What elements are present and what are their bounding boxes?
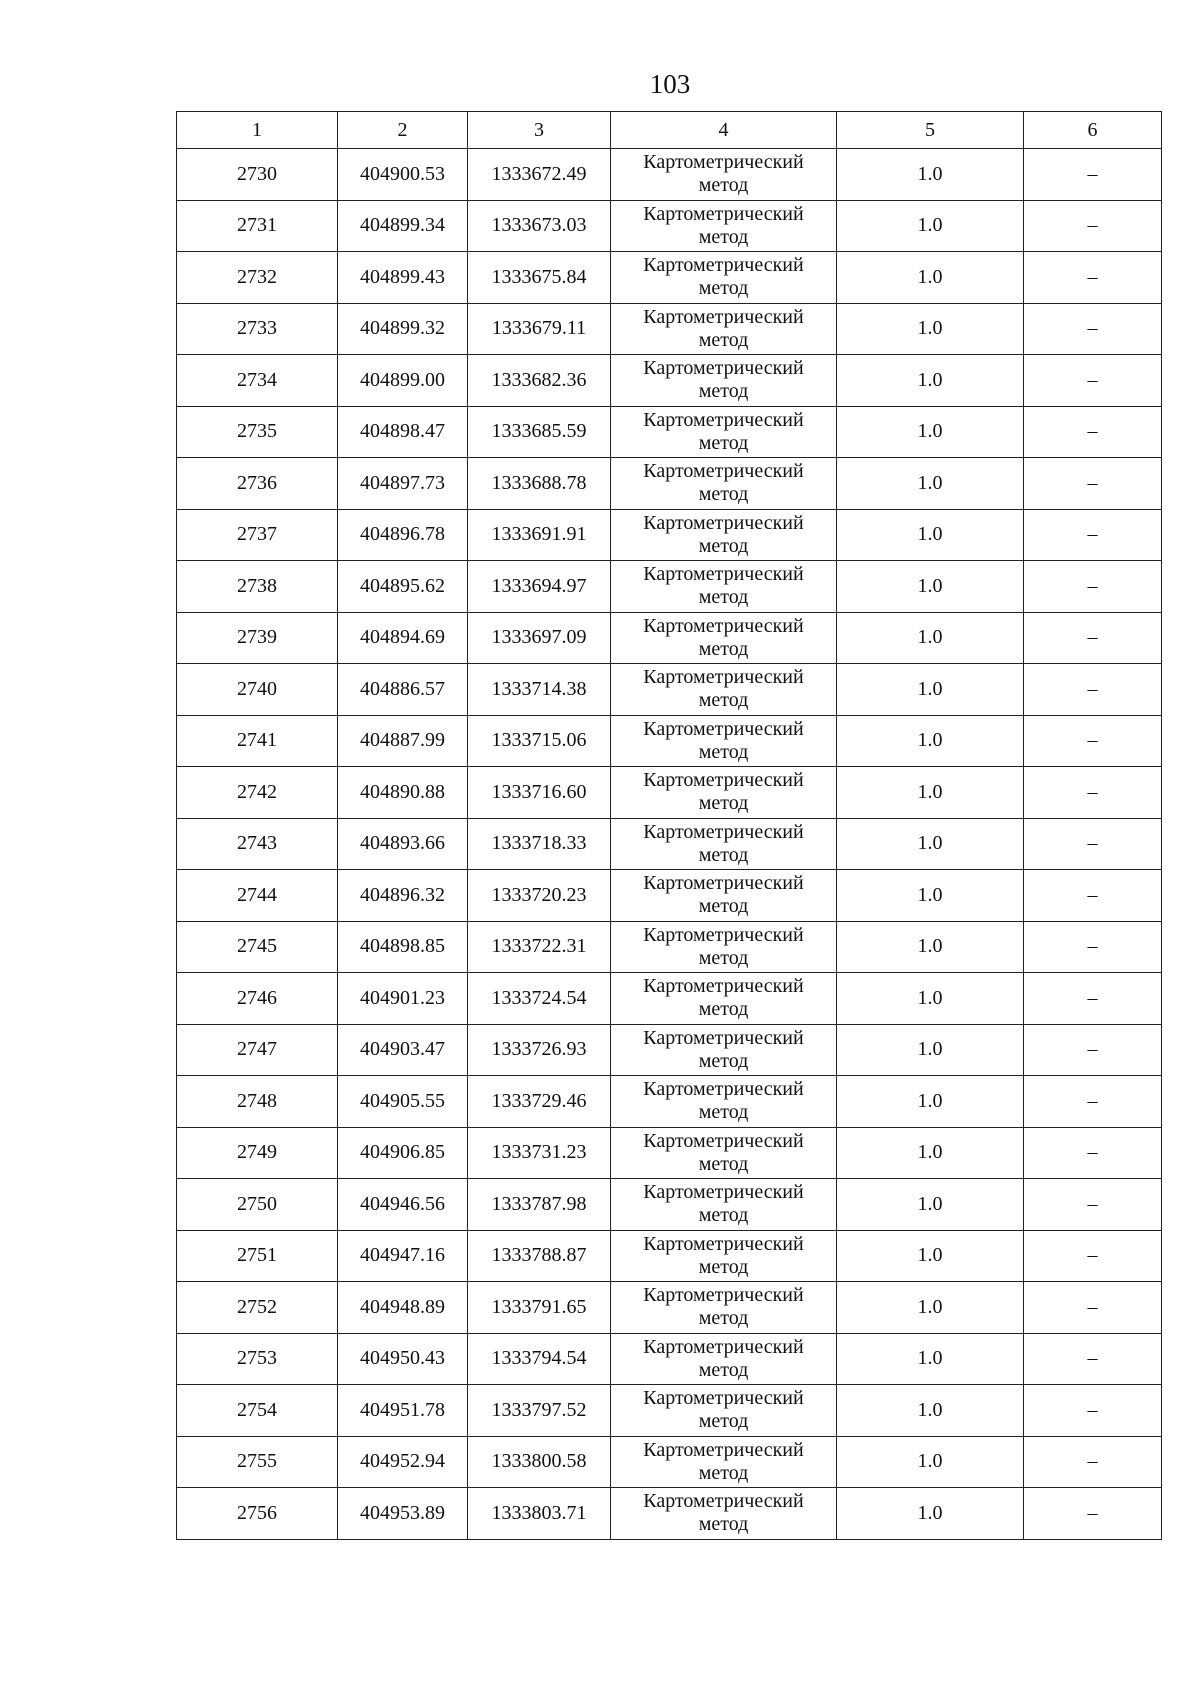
method-line-1: Картометрический xyxy=(643,460,804,483)
table-row xyxy=(177,921,1162,973)
table-row xyxy=(177,1385,1162,1437)
cell-point-number: 2735 xyxy=(177,406,338,458)
method-line-2: метод xyxy=(698,586,749,609)
cell-x-coordinate: 404896.78 xyxy=(338,509,468,561)
cell-accuracy: 1.0 xyxy=(837,1076,1024,1128)
cell-accuracy: 1.0 xyxy=(837,406,1024,458)
table-row xyxy=(177,252,1162,304)
cell-point-number: 2750 xyxy=(177,1179,338,1231)
cell-note: – xyxy=(1024,1488,1162,1540)
method-line-1: Картометрический xyxy=(643,769,804,792)
method-line-1: Картометрический xyxy=(643,975,804,998)
cell-y-coordinate: 1333673.03 xyxy=(468,200,611,252)
method-line-2: метод xyxy=(698,1101,749,1124)
method-line-1: Картометрический xyxy=(643,1387,804,1410)
method-line-2: метод xyxy=(698,174,749,197)
cell-method xyxy=(611,973,837,1025)
method-line-1: Картометрический xyxy=(643,1490,804,1513)
cell-method xyxy=(611,200,837,252)
cell-y-coordinate: 1333724.54 xyxy=(468,973,611,1025)
cell-y-coordinate: 1333800.58 xyxy=(468,1436,611,1488)
method-line-1: Картометрический xyxy=(643,1438,804,1461)
cell-x-coordinate: 404898.85 xyxy=(338,921,468,973)
cell-point-number: 2749 xyxy=(177,1127,338,1179)
cell-point-number: 2746 xyxy=(177,973,338,1025)
table-row xyxy=(177,870,1162,922)
cell-point-number: 2739 xyxy=(177,612,338,664)
header-col-6: 6 xyxy=(1024,112,1162,149)
cell-method xyxy=(611,1024,837,1076)
cell-method xyxy=(611,149,837,201)
cell-y-coordinate: 1333685.59 xyxy=(468,406,611,458)
cell-y-coordinate: 1333726.93 xyxy=(468,1024,611,1076)
method-line-2: метод xyxy=(698,277,749,300)
cell-note: – xyxy=(1024,1333,1162,1385)
method-line-2: метод xyxy=(698,380,749,403)
method-line-2: метод xyxy=(698,946,749,969)
cell-x-coordinate: 404948.89 xyxy=(338,1282,468,1334)
cell-accuracy: 1.0 xyxy=(837,973,1024,1025)
cell-note: – xyxy=(1024,1127,1162,1179)
cell-note: – xyxy=(1024,200,1162,252)
cell-accuracy: 1.0 xyxy=(837,1488,1024,1540)
method-line-2: метод xyxy=(698,843,749,866)
cell-accuracy: 1.0 xyxy=(837,200,1024,252)
cell-accuracy: 1.0 xyxy=(837,1179,1024,1231)
method-line-2: метод xyxy=(698,1049,749,1072)
cell-method xyxy=(611,1282,837,1334)
method-line-1: Картометрический xyxy=(643,717,804,740)
cell-point-number: 2754 xyxy=(177,1385,338,1437)
cell-y-coordinate: 1333791.65 xyxy=(468,1282,611,1334)
cell-x-coordinate: 404903.47 xyxy=(338,1024,468,1076)
cell-method xyxy=(611,1385,837,1437)
cell-method xyxy=(611,355,837,407)
cell-note: – xyxy=(1024,1436,1162,1488)
cell-x-coordinate: 404894.69 xyxy=(338,612,468,664)
cell-y-coordinate: 1333694.97 xyxy=(468,561,611,613)
table-row xyxy=(177,1333,1162,1385)
cell-accuracy: 1.0 xyxy=(837,1282,1024,1334)
cell-accuracy: 1.0 xyxy=(837,1024,1024,1076)
cell-y-coordinate: 1333722.31 xyxy=(468,921,611,973)
header-col-2: 2 xyxy=(338,112,468,149)
cell-point-number: 2752 xyxy=(177,1282,338,1334)
cell-note: – xyxy=(1024,355,1162,407)
table-row xyxy=(177,561,1162,613)
cell-point-number: 2740 xyxy=(177,664,338,716)
method-line-2: метод xyxy=(698,1204,749,1227)
cell-method xyxy=(611,406,837,458)
method-line-1: Картометрический xyxy=(643,202,804,225)
cell-method xyxy=(611,921,837,973)
method-line-2: метод xyxy=(698,998,749,1021)
cell-x-coordinate: 404900.53 xyxy=(338,149,468,201)
cell-point-number: 2745 xyxy=(177,921,338,973)
cell-accuracy: 1.0 xyxy=(837,252,1024,304)
cell-accuracy: 1.0 xyxy=(837,921,1024,973)
method-line-2: метод xyxy=(698,740,749,763)
cell-point-number: 2744 xyxy=(177,870,338,922)
method-line-1: Картометрический xyxy=(643,614,804,637)
method-line-2: метод xyxy=(698,637,749,660)
cell-accuracy: 1.0 xyxy=(837,767,1024,819)
cell-y-coordinate: 1333682.36 xyxy=(468,355,611,407)
table-row xyxy=(177,664,1162,716)
cell-x-coordinate: 404953.89 xyxy=(338,1488,468,1540)
cell-x-coordinate: 404905.55 xyxy=(338,1076,468,1128)
header-col-3: 3 xyxy=(468,112,611,149)
method-line-1: Картометрический xyxy=(643,1335,804,1358)
cell-point-number: 2733 xyxy=(177,303,338,355)
method-line-2: метод xyxy=(698,225,749,248)
cell-method xyxy=(611,458,837,510)
table-row xyxy=(177,1282,1162,1334)
cell-note: – xyxy=(1024,561,1162,613)
cell-point-number: 2731 xyxy=(177,200,338,252)
table-row xyxy=(177,355,1162,407)
page-number: 103 xyxy=(649,69,691,99)
method-line-1: Картометрический xyxy=(643,1078,804,1101)
table-row xyxy=(177,973,1162,1025)
cell-y-coordinate: 1333794.54 xyxy=(468,1333,611,1385)
method-line-1: Картометрический xyxy=(643,923,804,946)
cell-accuracy: 1.0 xyxy=(837,715,1024,767)
table-row xyxy=(177,406,1162,458)
cell-method xyxy=(611,1488,837,1540)
cell-accuracy: 1.0 xyxy=(837,1436,1024,1488)
table-row xyxy=(177,509,1162,561)
cell-y-coordinate: 1333720.23 xyxy=(468,870,611,922)
cell-y-coordinate: 1333714.38 xyxy=(468,664,611,716)
cell-note: – xyxy=(1024,252,1162,304)
table-row xyxy=(177,612,1162,664)
cell-y-coordinate: 1333697.09 xyxy=(468,612,611,664)
cell-y-coordinate: 1333787.98 xyxy=(468,1179,611,1231)
cell-x-coordinate: 404951.78 xyxy=(338,1385,468,1437)
table-row xyxy=(177,1230,1162,1282)
cell-method xyxy=(611,767,837,819)
cell-method xyxy=(611,303,837,355)
cell-accuracy: 1.0 xyxy=(837,818,1024,870)
cell-y-coordinate: 1333691.91 xyxy=(468,509,611,561)
method-line-2: метод xyxy=(698,534,749,557)
table-body xyxy=(177,149,1162,1540)
method-line-2: метод xyxy=(698,1255,749,1278)
table-row xyxy=(177,767,1162,819)
cell-point-number: 2742 xyxy=(177,767,338,819)
cell-point-number: 2747 xyxy=(177,1024,338,1076)
method-line-1: Картометрический xyxy=(643,563,804,586)
cell-method xyxy=(611,664,837,716)
method-line-2: метод xyxy=(698,895,749,918)
table-row xyxy=(177,303,1162,355)
method-line-2: метод xyxy=(698,1513,749,1536)
method-line-1: Картометрический xyxy=(643,1232,804,1255)
method-line-2: метод xyxy=(698,689,749,712)
cell-x-coordinate: 404906.85 xyxy=(338,1127,468,1179)
table-row xyxy=(177,1076,1162,1128)
table-row xyxy=(177,1127,1162,1179)
cell-method xyxy=(611,870,837,922)
method-line-1: Картометрический xyxy=(643,408,804,431)
cell-method xyxy=(611,509,837,561)
method-line-1: Картометрический xyxy=(643,872,804,895)
cell-x-coordinate: 404899.32 xyxy=(338,303,468,355)
table-row xyxy=(177,458,1162,510)
cell-accuracy: 1.0 xyxy=(837,355,1024,407)
cell-note: – xyxy=(1024,1385,1162,1437)
cell-method xyxy=(611,1179,837,1231)
cell-method xyxy=(611,1436,837,1488)
cell-point-number: 2732 xyxy=(177,252,338,304)
cell-y-coordinate: 1333688.78 xyxy=(468,458,611,510)
cell-x-coordinate: 404898.47 xyxy=(338,406,468,458)
cell-accuracy: 1.0 xyxy=(837,1127,1024,1179)
cell-note: – xyxy=(1024,1179,1162,1231)
table-row xyxy=(177,818,1162,870)
method-line-1: Картометрический xyxy=(643,151,804,174)
cell-method xyxy=(611,1230,837,1282)
cell-accuracy: 1.0 xyxy=(837,561,1024,613)
cell-x-coordinate: 404886.57 xyxy=(338,664,468,716)
cell-y-coordinate: 1333729.46 xyxy=(468,1076,611,1128)
cell-y-coordinate: 1333715.06 xyxy=(468,715,611,767)
cell-x-coordinate: 404893.66 xyxy=(338,818,468,870)
cell-note: – xyxy=(1024,1076,1162,1128)
cell-method xyxy=(611,1127,837,1179)
cell-point-number: 2755 xyxy=(177,1436,338,1488)
cell-y-coordinate: 1333679.11 xyxy=(468,303,611,355)
cell-note: – xyxy=(1024,818,1162,870)
method-line-1: Картометрический xyxy=(643,1026,804,1049)
cell-note: – xyxy=(1024,1230,1162,1282)
cell-note: – xyxy=(1024,1024,1162,1076)
cell-method xyxy=(611,252,837,304)
method-line-2: метод xyxy=(698,792,749,815)
cell-point-number: 2741 xyxy=(177,715,338,767)
cell-accuracy: 1.0 xyxy=(837,509,1024,561)
cell-method xyxy=(611,612,837,664)
method-line-2: метод xyxy=(698,1152,749,1175)
cell-accuracy: 1.0 xyxy=(837,1385,1024,1437)
cell-x-coordinate: 404950.43 xyxy=(338,1333,468,1385)
header-row xyxy=(177,112,1162,149)
cell-point-number: 2737 xyxy=(177,509,338,561)
method-line-1: Картометрический xyxy=(643,254,804,277)
method-line-2: метод xyxy=(698,1410,749,1433)
table-row xyxy=(177,1179,1162,1231)
table-row xyxy=(177,1436,1162,1488)
cell-y-coordinate: 1333716.60 xyxy=(468,767,611,819)
cell-x-coordinate: 404899.43 xyxy=(338,252,468,304)
cell-x-coordinate: 404946.56 xyxy=(338,1179,468,1231)
cell-point-number: 2736 xyxy=(177,458,338,510)
cell-point-number: 2734 xyxy=(177,355,338,407)
method-line-1: Картометрический xyxy=(643,357,804,380)
cell-accuracy: 1.0 xyxy=(837,870,1024,922)
header-col-4: 4 xyxy=(611,112,837,149)
cell-note: – xyxy=(1024,303,1162,355)
cell-x-coordinate: 404896.32 xyxy=(338,870,468,922)
coordinates-table xyxy=(176,111,1162,1540)
cell-x-coordinate: 404899.00 xyxy=(338,355,468,407)
cell-y-coordinate: 1333797.52 xyxy=(468,1385,611,1437)
method-line-2: метод xyxy=(698,483,749,506)
cell-point-number: 2751 xyxy=(177,1230,338,1282)
cell-accuracy: 1.0 xyxy=(837,149,1024,201)
method-line-1: Картометрический xyxy=(643,820,804,843)
cell-note: – xyxy=(1024,921,1162,973)
cell-note: – xyxy=(1024,612,1162,664)
cell-accuracy: 1.0 xyxy=(837,664,1024,716)
cell-method xyxy=(611,561,837,613)
table-row xyxy=(177,1024,1162,1076)
method-line-1: Картометрический xyxy=(643,305,804,328)
cell-accuracy: 1.0 xyxy=(837,1333,1024,1385)
cell-note: – xyxy=(1024,715,1162,767)
table-row xyxy=(177,200,1162,252)
table-header xyxy=(177,112,1162,149)
cell-y-coordinate: 1333672.49 xyxy=(468,149,611,201)
cell-point-number: 2730 xyxy=(177,149,338,201)
table-row xyxy=(177,1488,1162,1540)
table-row xyxy=(177,715,1162,767)
cell-accuracy: 1.0 xyxy=(837,612,1024,664)
cell-y-coordinate: 1333803.71 xyxy=(468,1488,611,1540)
cell-note: – xyxy=(1024,664,1162,716)
method-line-1: Картометрический xyxy=(643,666,804,689)
cell-note: – xyxy=(1024,767,1162,819)
cell-x-coordinate: 404899.34 xyxy=(338,200,468,252)
cell-y-coordinate: 1333731.23 xyxy=(468,1127,611,1179)
cell-note: – xyxy=(1024,149,1162,201)
method-line-1: Картометрический xyxy=(643,1181,804,1204)
method-line-2: метод xyxy=(698,431,749,454)
method-line-1: Картометрический xyxy=(643,511,804,534)
header-col-5: 5 xyxy=(837,112,1024,149)
cell-point-number: 2748 xyxy=(177,1076,338,1128)
cell-method xyxy=(611,1333,837,1385)
cell-point-number: 2743 xyxy=(177,818,338,870)
cell-accuracy: 1.0 xyxy=(837,303,1024,355)
cell-x-coordinate: 404947.16 xyxy=(338,1230,468,1282)
method-line-1: Картометрический xyxy=(643,1129,804,1152)
method-line-2: метод xyxy=(698,1358,749,1381)
cell-method xyxy=(611,1076,837,1128)
cell-note: – xyxy=(1024,973,1162,1025)
method-line-2: метод xyxy=(698,328,749,351)
cell-y-coordinate: 1333718.33 xyxy=(468,818,611,870)
cell-accuracy: 1.0 xyxy=(837,1230,1024,1282)
cell-note: – xyxy=(1024,870,1162,922)
cell-note: – xyxy=(1024,406,1162,458)
cell-method xyxy=(611,818,837,870)
cell-point-number: 2738 xyxy=(177,561,338,613)
cell-note: – xyxy=(1024,1282,1162,1334)
cell-x-coordinate: 404897.73 xyxy=(338,458,468,510)
cell-point-number: 2756 xyxy=(177,1488,338,1540)
cell-accuracy: 1.0 xyxy=(837,458,1024,510)
method-line-1: Картометрический xyxy=(643,1284,804,1307)
table-row xyxy=(177,149,1162,201)
cell-y-coordinate: 1333788.87 xyxy=(468,1230,611,1282)
cell-y-coordinate: 1333675.84 xyxy=(468,252,611,304)
cell-note: – xyxy=(1024,509,1162,561)
header-col-1: 1 xyxy=(177,112,338,149)
cell-x-coordinate: 404895.62 xyxy=(338,561,468,613)
cell-x-coordinate: 404887.99 xyxy=(338,715,468,767)
cell-x-coordinate: 404890.88 xyxy=(338,767,468,819)
method-line-2: метод xyxy=(698,1307,749,1330)
cell-note: – xyxy=(1024,458,1162,510)
cell-point-number: 2753 xyxy=(177,1333,338,1385)
cell-x-coordinate: 404901.23 xyxy=(338,973,468,1025)
cell-x-coordinate: 404952.94 xyxy=(338,1436,468,1488)
cell-method xyxy=(611,715,837,767)
method-line-2: метод xyxy=(698,1461,749,1484)
